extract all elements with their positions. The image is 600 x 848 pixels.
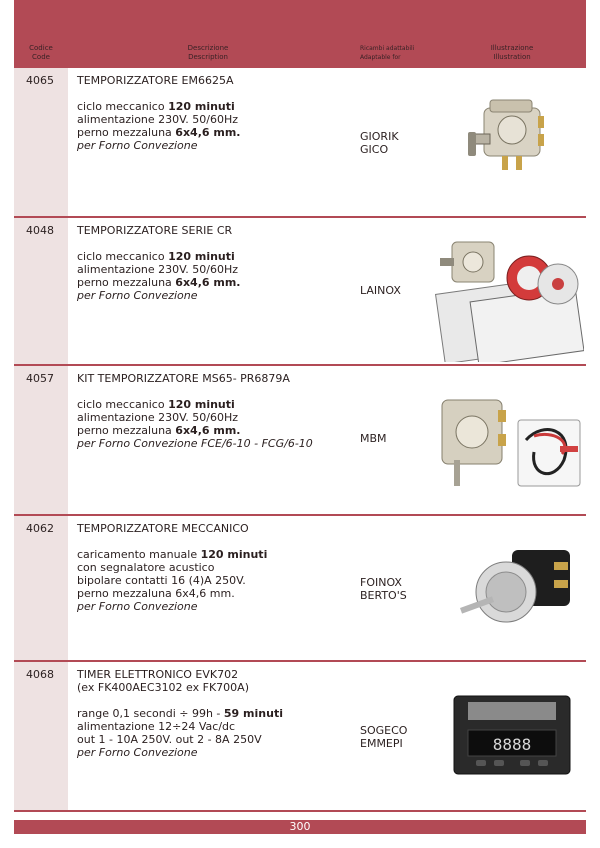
header-desc-it: Descrizione (187, 44, 229, 52)
adapt-brand: SOGECO (360, 724, 408, 737)
header-ill-it: Illustrazione (490, 44, 534, 52)
desc-line: per Forno Convezione (77, 139, 198, 152)
header-adapt-en: Adaptable for (360, 54, 401, 61)
header-adaptable (348, 44, 450, 62)
desc-line: bipolare contatti 16 (4)A 250V. (77, 574, 246, 587)
header-adapt-it: Ricambi adattabili (360, 45, 415, 52)
desc-line: range 0,1 secondi ÷ 99h - 59 minuti (77, 707, 283, 720)
product-description (77, 522, 362, 613)
product-code: 4062 (26, 522, 54, 535)
product-row (14, 662, 586, 812)
adapt-brand: GIORIK (360, 130, 399, 143)
desc-line: con segnalatore acustico (77, 561, 215, 574)
product-row (14, 516, 586, 662)
product-code: 4068 (26, 668, 54, 681)
desc-line: caricamento manuale 120 minuti (77, 548, 268, 561)
desc-line: per Forno Convezione (77, 746, 198, 759)
product-title: TEMPORIZZATORE MECCANICO (77, 522, 249, 535)
product-title-secondary: (ex FK400AEC3102 ex FK700A) (77, 681, 249, 694)
desc-line: perno mezzaluna 6x4,6 mm. (77, 126, 241, 139)
product-description (77, 74, 362, 152)
desc-line: alimentazione 230V. 50/60Hz (77, 113, 238, 126)
desc-line: per Forno Convezione FCE/6-10 - FCG/6-10 (77, 437, 313, 450)
header-description (68, 44, 348, 62)
adapt-brand: FOINOX (360, 576, 402, 589)
product-row (14, 366, 586, 516)
code-column (14, 218, 68, 366)
product-description (77, 224, 362, 302)
header-code-en: Code (32, 53, 50, 61)
timer-mechanical-icon (434, 86, 584, 196)
code-column (14, 662, 68, 812)
desc-line: perno mezzaluna 6x4,6 mm. (77, 587, 235, 600)
desc-line: ciclo meccanico 120 minuti (77, 100, 235, 113)
header-illustration (438, 44, 586, 62)
product-title: KIT TEMPORIZZATORE MS65- PR6879A (77, 372, 290, 385)
product-title: TEMPORIZZATORE SERIE CR (77, 224, 233, 237)
timer-electronic-icon (434, 686, 584, 786)
adapt-brand: LAINOX (360, 284, 401, 297)
product-description (77, 372, 362, 450)
desc-line: per Forno Convezione (77, 600, 198, 613)
header-desc-en: Description (188, 53, 228, 61)
product-code: 4057 (26, 372, 54, 385)
desc-line: perno mezzaluna 6x4,6 mm. (77, 276, 241, 289)
row-divider (14, 810, 586, 812)
header-code (14, 44, 68, 62)
desc-line: alimentazione 12÷24 Vac/dc (77, 720, 236, 733)
desc-line: ciclo meccanico 120 minuti (77, 250, 235, 263)
adapt-brand: EMMEPI (360, 737, 403, 750)
desc-line: out 1 - 10A 250V. out 2 - 8A 250V (77, 733, 262, 746)
product-description (77, 668, 362, 759)
code-column (14, 516, 68, 662)
adapt-brand: BERTO'S (360, 589, 407, 602)
product-code: 4065 (26, 74, 54, 87)
timer-kit-icon (434, 238, 584, 362)
product-title: TIMER ELETTRONICO EVK702 (77, 668, 239, 681)
code-column (14, 366, 68, 516)
adapt-brand: GICO (360, 143, 389, 156)
adapt-brand: MBM (360, 432, 387, 445)
desc-line: alimentazione 230V. 50/60Hz (77, 411, 238, 424)
header-code-it: Codice (29, 44, 53, 52)
desc-line: perno mezzaluna 6x4,6 mm. (77, 424, 241, 437)
header-ill-en: Illustration (493, 53, 531, 61)
desc-line: per Forno Convezione (77, 289, 198, 302)
timer-kit-mbm-icon (434, 390, 584, 500)
timer-mechanical-round-icon (434, 542, 584, 642)
product-title: TEMPORIZZATORE EM6625A (77, 74, 234, 87)
footer-page-number: 300 (14, 820, 586, 834)
code-column (14, 68, 68, 218)
desc-line: ciclo meccanico 120 minuti (77, 398, 235, 411)
product-code: 4048 (26, 224, 54, 237)
product-row (14, 218, 586, 366)
product-row (14, 68, 586, 218)
svg-text:8888: 8888 (492, 735, 532, 754)
desc-line: alimentazione 230V. 50/60Hz (77, 263, 238, 276)
